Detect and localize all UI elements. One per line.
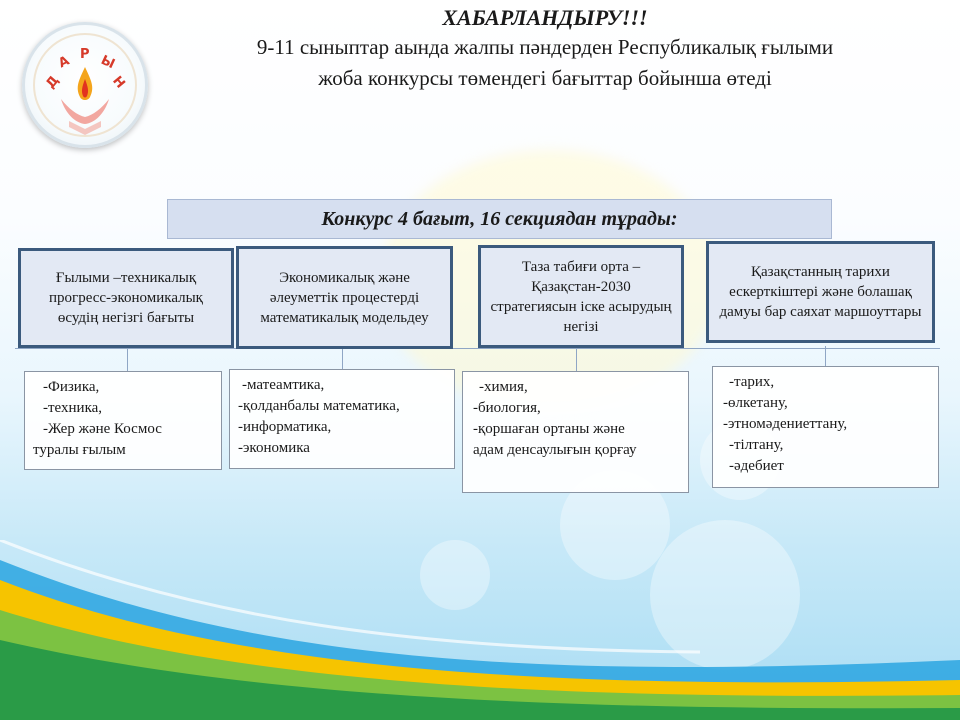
section-item: -қоршаған ортаны және: [473, 421, 625, 437]
logo-letter: А: [56, 53, 72, 72]
category-box-clean-environment: [478, 245, 684, 348]
contest-banner: Конкурс 4 бағыт, 16 секциядан тұрады:: [167, 199, 832, 239]
section-item: -экономика: [238, 440, 310, 456]
category-box-economics-modeling: [236, 246, 453, 349]
connector: [127, 349, 128, 371]
logo-letter: Н: [109, 73, 128, 92]
section-item: -информатика,: [238, 419, 332, 435]
connector: [825, 346, 826, 366]
section-item: -матеамтика,: [242, 377, 325, 393]
category-title: Қазақстанның тарихи ескерткіштері және болашақ дамуы бар саяхат маршоуттары: [719, 264, 922, 320]
section-item: -техника,: [43, 400, 103, 416]
section-item: адам денсаулығын қорғау: [473, 442, 637, 458]
announcement-line-1: 9-11 сыныптар аында жалпы пәндерден Республикалық ғылыми: [256, 35, 834, 59]
decorative-waves: [0, 540, 960, 720]
category-title: Ғылыми –техникалық прогресс-экономикалық өсудің негізгі бағыты: [49, 270, 203, 326]
sections-list-history-travel: [712, 366, 939, 488]
category-title: Экономикалық және әлеуметтік процестерді математикалық модельдеу: [260, 269, 429, 326]
section-item: -биология,: [473, 400, 541, 416]
section-item: -химия,: [479, 379, 528, 395]
logo-letter: Д: [43, 73, 63, 92]
logo-letter: Р: [80, 47, 90, 62]
announcement-line-2: жоба конкурсы төмендегі бағыттар бойынша өтеді: [318, 66, 772, 90]
sections-list-clean-environment: [462, 371, 689, 493]
section-item: -Жер және Космос: [43, 421, 162, 437]
section-item: -тарих,: [729, 374, 775, 390]
category-box-history-travel: [706, 241, 935, 343]
section-item: -өлкетану,: [723, 395, 788, 411]
connector: [576, 349, 577, 371]
sections-list-economics-modeling: [229, 369, 455, 469]
flame-hands-icon: [25, 25, 145, 145]
category-box-science-tech: [18, 248, 234, 348]
connector-horizontal: [15, 348, 940, 349]
category-title: Таза табиғи орта – Қазақстан-2030 стратегиясын іске асырудың негізі: [490, 258, 672, 335]
section-item: -әдебиет: [729, 458, 784, 474]
daryn-logo: [22, 22, 148, 148]
section-item: -Физика,: [43, 379, 100, 395]
section-item: -этномәдениеттану,: [723, 416, 848, 432]
announcement-title: ХАБАРЛАНДЫРУ!!!: [442, 5, 648, 30]
sections-list-science-tech: [24, 371, 222, 470]
section-item: туралы ғылым: [33, 442, 126, 458]
announcement-heading: [150, 4, 940, 94]
section-item: -тілтану,: [729, 437, 784, 453]
section-item: -қолданбалы математика,: [238, 398, 400, 414]
connector: [342, 349, 343, 369]
logo-letter: Ы: [98, 52, 118, 73]
